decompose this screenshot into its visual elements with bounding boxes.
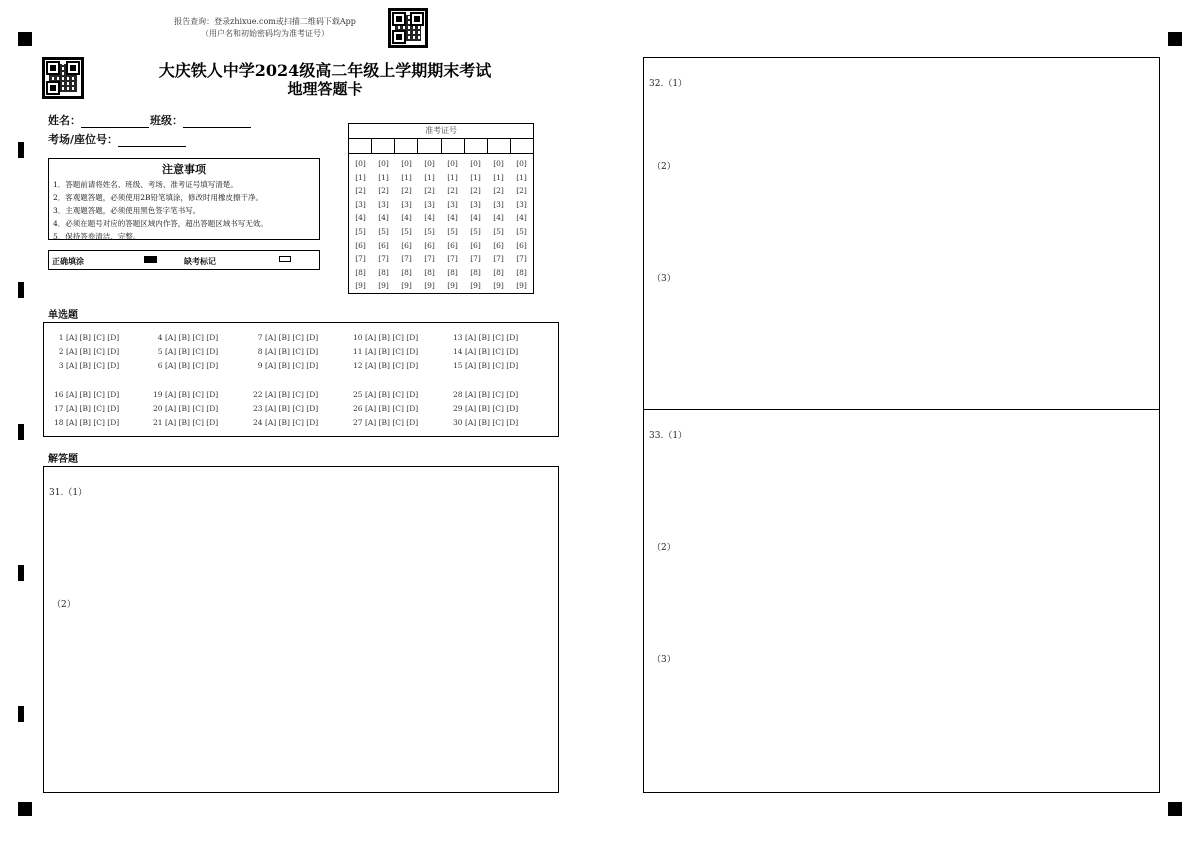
class-label: 班级： [150, 114, 183, 127]
digit-bubble[interactable]: [3] [424, 199, 435, 209]
mcq-option-bubbles[interactable]: [A] [B] [C] [D] [264, 418, 319, 427]
notice-item: 5．保持答卷清洁、完整。 [53, 232, 141, 241]
digit-bubble[interactable]: [5] [516, 226, 527, 236]
mcq-question-4[interactable] [153, 333, 218, 342]
digit-bubble[interactable]: [9] [493, 281, 504, 291]
digit-bubble[interactable]: [4] [355, 213, 366, 223]
mcq-question-3[interactable] [54, 361, 119, 370]
name-line[interactable] [81, 115, 149, 128]
mcq-option-bubbles[interactable]: [A] [B] [C] [D] [264, 333, 319, 342]
digit-bubble[interactable]: [2] [470, 186, 481, 196]
mcq-question-number: 25 [353, 390, 365, 399]
class-field[interactable] [150, 112, 251, 128]
digit-bubble[interactable]: [7] [401, 254, 412, 264]
mcq-option-bubbles[interactable]: [A] [B] [C] [D] [65, 347, 120, 356]
digit-bubble[interactable]: [8] [447, 267, 458, 277]
mcq-option-bubbles[interactable]: [A] [B] [C] [D] [364, 390, 419, 399]
corner-mark-bottom-right [1168, 802, 1182, 816]
mcq-option-bubbles[interactable]: [A] [B] [C] [D] [264, 390, 319, 399]
digit-bubble[interactable]: [2] [516, 186, 527, 196]
mcq-question-number: 20 [153, 404, 165, 413]
mcq-option-bubbles[interactable]: [A] [B] [C] [D] [464, 390, 519, 399]
mcq-question-number: 15 [453, 361, 465, 370]
mcq-option-bubbles[interactable]: [A] [B] [C] [D] [364, 404, 419, 413]
mcq-option-bubbles[interactable]: [A] [B] [C] [D] [364, 333, 419, 342]
digit-bubble[interactable]: [7] [447, 254, 458, 264]
digit-bubble[interactable]: [6] [424, 240, 435, 250]
mcq-question-1[interactable] [54, 333, 119, 342]
mcq-option-bubbles[interactable]: [A] [B] [C] [D] [264, 404, 319, 413]
digit-bubble[interactable]: [7] [470, 254, 481, 264]
mcq-question-number: 16 [54, 390, 66, 399]
digit-bubble[interactable]: [9] [470, 281, 481, 291]
subject-title: 地理答题卡 [287, 80, 363, 98]
mcq-question-19[interactable] [153, 390, 218, 399]
mcq-question-number: 6 [153, 361, 165, 370]
mcq-question-9[interactable] [253, 361, 318, 370]
digit-bubble[interactable]: [1] [493, 172, 504, 182]
mcq-question-number: 26 [353, 404, 365, 413]
side-mark [18, 706, 24, 722]
digit-bubble[interactable]: [3] [470, 199, 481, 209]
mcq-question-11[interactable] [353, 347, 418, 356]
mcq-option-bubbles[interactable]: [A] [B] [C] [D] [264, 361, 319, 370]
exam-number-column[interactable] [418, 157, 441, 293]
digit-bubble[interactable]: [0] [401, 159, 412, 168]
exam-number-column[interactable] [487, 157, 510, 293]
room-seat-label: 考场/座位号： [48, 133, 119, 146]
mcq-question-29[interactable] [453, 404, 518, 413]
digit-bubble[interactable]: [5] [378, 226, 389, 236]
digit-bubble[interactable]: [2] [401, 186, 412, 196]
corner-mark-top-left [18, 32, 32, 46]
mcq-question-13[interactable] [453, 333, 518, 342]
mcq-question-number: 29 [453, 404, 465, 413]
student-qr-code-icon [42, 57, 84, 99]
mcq-question-number: 7 [253, 333, 265, 342]
report-instructions [160, 16, 370, 40]
mcq-question-8[interactable] [253, 347, 318, 356]
mcq-question-number: 5 [153, 347, 165, 356]
mcq-question-14[interactable] [453, 347, 518, 356]
report-line-1: 报告查询：登录zhixue.com或扫描二维码下载App [174, 17, 356, 26]
side-mark [18, 142, 24, 158]
notice-item: 3．主观题答题，必须使用黑色签字笔书写。 [53, 206, 201, 215]
exam-number-column[interactable] [464, 157, 487, 293]
digit-bubble[interactable]: [3] [516, 199, 527, 209]
mcq-option-bubbles[interactable]: [A] [B] [C] [D] [65, 390, 120, 399]
absent-checkbox[interactable] [279, 256, 291, 262]
digit-bubble[interactable]: [3] [378, 199, 389, 209]
mcq-option-bubbles[interactable]: [A] [B] [C] [D] [164, 347, 219, 356]
digit-bubble[interactable]: [0] [355, 159, 366, 168]
mcq-option-bubbles[interactable]: [A] [B] [C] [D] [364, 361, 419, 370]
mcq-question-number: 19 [153, 390, 165, 399]
mcq-option-bubbles[interactable]: [A] [B] [C] [D] [164, 361, 219, 370]
digit-bubble[interactable]: [9] [401, 281, 412, 291]
mcq-question-10[interactable] [353, 333, 418, 342]
answer-area-q33[interactable] [643, 409, 1160, 793]
mcq-option-bubbles[interactable]: [A] [B] [C] [D] [364, 347, 419, 356]
mcq-question-number: 23 [253, 404, 265, 413]
mcq-option-bubbles[interactable]: [A] [B] [C] [D] [65, 404, 120, 413]
digit-bubble[interactable]: [4] [424, 213, 435, 223]
mcq-question-20[interactable] [153, 404, 218, 413]
digit-bubble[interactable]: [1] [516, 172, 527, 182]
room-seat-field[interactable] [48, 131, 186, 147]
exam-number-column[interactable] [349, 157, 372, 293]
digit-bubble[interactable]: [7] [516, 254, 527, 264]
digit-bubble[interactable]: [5] [493, 226, 504, 236]
mcq-option-bubbles[interactable]: [A] [B] [C] [D] [464, 418, 519, 427]
digit-bubble[interactable]: [4] [447, 213, 458, 223]
digit-bubble[interactable]: [2] [355, 186, 366, 196]
digit-bubble[interactable]: [2] [424, 186, 435, 196]
report-line-2: （用户名和初始密码均为准考证号） [201, 29, 329, 38]
mcq-question-number: 9 [253, 361, 265, 370]
answer-area-q31[interactable] [43, 466, 559, 793]
digit-bubble[interactable]: [2] [493, 186, 504, 196]
digit-bubble[interactable]: [4] [493, 213, 504, 223]
digit-bubble[interactable]: [0] [516, 159, 527, 168]
mcq-question-number: 8 [253, 347, 265, 356]
digit-bubble[interactable]: [9] [424, 281, 435, 291]
mcq-question-number: 2 [54, 347, 66, 356]
notice-item: 4．必须在题号对应的答题区域内作答，超出答题区域书写无效。 [53, 219, 268, 228]
mcq-question-18[interactable] [54, 418, 119, 427]
digit-bubble[interactable]: [1] [355, 172, 366, 182]
mcq-option-bubbles[interactable]: [A] [B] [C] [D] [464, 347, 519, 356]
exam-number-column[interactable] [441, 157, 464, 293]
digit-bubble[interactable]: [1] [470, 172, 481, 182]
digit-bubble[interactable]: [5] [424, 226, 435, 236]
notice-item: 1．答题前请将姓名、班级、考场、准考证号填写清楚。 [53, 180, 238, 189]
mcq-question-number: 17 [54, 404, 66, 413]
exam-number-heading: 准考证号 [349, 124, 533, 139]
mcq-question-17[interactable] [54, 404, 119, 413]
digit-bubble[interactable]: [7] [424, 254, 435, 264]
digit-bubble[interactable]: [0] [470, 159, 481, 168]
mcq-question-2[interactable] [54, 347, 119, 356]
mcq-question-number: 11 [353, 347, 365, 356]
side-mark [18, 424, 24, 440]
digit-bubble[interactable]: [6] [470, 240, 481, 250]
mcq-question-30[interactable] [453, 418, 518, 427]
q31-part1-label: 31.（1） [49, 488, 88, 498]
digit-bubble[interactable]: [9] [447, 281, 458, 291]
digit-bubble[interactable]: [4] [470, 213, 481, 223]
notice-box [48, 158, 320, 240]
mcq-option-bubbles[interactable]: [A] [B] [C] [D] [164, 418, 219, 427]
mcq-question-5[interactable] [153, 347, 218, 356]
mcq-option-bubbles[interactable]: [A] [B] [C] [D] [264, 347, 319, 356]
mcq-question-number: 27 [353, 418, 365, 427]
digit-bubble[interactable]: [6] [447, 240, 458, 250]
mcq-question-27[interactable] [353, 418, 418, 427]
digit-bubble[interactable]: [5] [401, 226, 412, 236]
digit-bubble[interactable]: [2] [447, 186, 458, 196]
digit-bubble[interactable]: [0] [447, 159, 458, 168]
digit-bubble[interactable]: [7] [355, 254, 366, 264]
digit-bubble[interactable]: [1] [424, 172, 435, 182]
digit-bubble[interactable]: [1] [447, 172, 458, 182]
digit-bubble[interactable]: [5] [470, 226, 481, 236]
mcq-question-number: 18 [54, 418, 66, 427]
exam-number-column[interactable] [395, 157, 418, 293]
digit-bubble[interactable]: [1] [401, 172, 412, 182]
notice-item: 2．客观题答题，必须使用2B铅笔填涂，修改时用橡皮擦干净。 [53, 193, 264, 202]
mcq-question-number: 30 [453, 418, 465, 427]
mcq-question-24[interactable] [253, 418, 318, 427]
digit-bubble[interactable]: [6] [355, 240, 366, 250]
mcq-answer-box[interactable] [43, 322, 559, 437]
q32-part1-label: 32.（1） [649, 79, 688, 89]
name-field[interactable] [48, 112, 149, 128]
mcq-question-number: 21 [153, 418, 165, 427]
digit-bubble[interactable]: [3] [447, 199, 458, 209]
mcq-option-bubbles[interactable]: [A] [B] [C] [D] [164, 390, 219, 399]
digit-bubble[interactable]: [8] [378, 267, 389, 277]
mcq-question-number: 1 [54, 333, 66, 342]
mcq-question-7[interactable] [253, 333, 318, 342]
side-mark [18, 282, 24, 298]
digit-bubble[interactable]: [4] [401, 213, 412, 223]
digit-bubble[interactable]: [8] [355, 267, 366, 277]
digit-bubble[interactable]: [5] [447, 226, 458, 236]
digit-bubble[interactable]: [7] [378, 254, 389, 264]
q32-part2-label: （2） [652, 162, 676, 172]
mcq-question-number: 10 [353, 333, 365, 342]
mcq-option-bubbles[interactable]: [A] [B] [C] [D] [464, 333, 519, 342]
mcq-question-12[interactable] [353, 361, 418, 370]
mcq-question-28[interactable] [453, 390, 518, 399]
corner-mark-bottom-left [18, 802, 32, 816]
answer-area-q32[interactable] [643, 57, 1160, 410]
mcq-question-number: 22 [253, 390, 265, 399]
mcq-option-bubbles[interactable]: [A] [B] [C] [D] [164, 333, 219, 342]
mcq-question-number: 14 [453, 347, 465, 356]
free-response-heading: 解答题 [48, 454, 78, 465]
mcq-option-bubbles[interactable]: [A] [B] [C] [D] [65, 333, 120, 342]
mcq-question-number: 4 [153, 333, 165, 342]
mcq-question-16[interactable] [54, 390, 119, 399]
digit-bubble[interactable]: [8] [401, 267, 412, 277]
digit-bubble[interactable]: [8] [470, 267, 481, 277]
mcq-heading: 单选题 [48, 310, 78, 321]
class-line[interactable] [183, 115, 251, 128]
mcq-question-number: 24 [253, 418, 265, 427]
digit-bubble[interactable]: [3] [401, 199, 412, 209]
digit-bubble[interactable]: [4] [516, 213, 527, 223]
exam-number-grid [348, 123, 534, 294]
digit-bubble[interactable]: [6] [493, 240, 504, 250]
notice-heading: 注意事项 [162, 163, 206, 176]
digit-bubble[interactable]: [2] [378, 186, 389, 196]
mcq-option-bubbles[interactable]: [A] [B] [C] [D] [65, 418, 120, 427]
mcq-question-number: 3 [54, 361, 66, 370]
digit-bubble[interactable]: [9] [516, 281, 527, 291]
exam-number-write-row[interactable] [349, 139, 533, 154]
digit-bubble[interactable]: [9] [378, 281, 389, 291]
absent-mark-label: 缺考标记 [184, 257, 216, 266]
digit-bubble[interactable]: [0] [493, 159, 504, 168]
mcq-option-bubbles[interactable]: [A] [B] [C] [D] [464, 404, 519, 413]
digit-bubble[interactable]: [7] [493, 254, 504, 264]
q33-part1-label: 33.（1） [649, 431, 688, 441]
mcq-question-23[interactable] [253, 404, 318, 413]
digit-bubble[interactable]: [9] [355, 281, 366, 291]
mcq-question-6[interactable] [153, 361, 218, 370]
digit-bubble[interactable]: [6] [516, 240, 527, 250]
name-label: 姓名： [48, 114, 81, 127]
mcq-question-22[interactable] [253, 390, 318, 399]
digit-bubble[interactable]: [8] [424, 267, 435, 277]
mcq-question-number: 12 [353, 361, 365, 370]
exam-number-bubbles[interactable] [349, 154, 533, 293]
mcq-question-15[interactable] [453, 361, 518, 370]
room-seat-line[interactable] [118, 134, 186, 147]
mcq-question-21[interactable] [153, 418, 218, 427]
mcq-option-bubbles[interactable]: [A] [B] [C] [D] [364, 418, 419, 427]
digit-bubble[interactable]: [1] [378, 172, 389, 182]
mcq-question-26[interactable] [353, 404, 418, 413]
digit-bubble[interactable]: [3] [355, 199, 366, 209]
app-qr-code-icon[interactable] [388, 8, 428, 48]
filled-box-icon [144, 256, 157, 263]
exam-number-column[interactable] [510, 157, 533, 293]
mcq-question-25[interactable] [353, 390, 418, 399]
exam-title: 大庆铁人中学2024级高二年级上学期期末考试 [158, 61, 492, 80]
q33-part2-label: （2） [652, 543, 676, 553]
digit-bubble[interactable]: [0] [378, 159, 389, 168]
q32-part3-label: （3） [652, 274, 676, 284]
mcq-option-bubbles[interactable]: [A] [B] [C] [D] [164, 404, 219, 413]
corner-mark-top-right [1168, 32, 1182, 46]
mcq-option-bubbles[interactable]: [A] [B] [C] [D] [464, 361, 519, 370]
side-mark [18, 565, 24, 581]
correct-fill-label: 正确填涂 [52, 257, 84, 266]
q33-part3-label: （3） [652, 655, 676, 665]
mcq-question-number: 28 [453, 390, 465, 399]
digit-bubble[interactable]: [8] [516, 267, 527, 277]
digit-bubble[interactable]: [3] [493, 199, 504, 209]
mcq-question-number: 13 [453, 333, 465, 342]
fill-legend [48, 250, 320, 270]
digit-bubble[interactable]: [6] [401, 240, 412, 250]
digit-bubble[interactable]: [4] [378, 213, 389, 223]
digit-bubble[interactable]: [6] [378, 240, 389, 250]
digit-bubble[interactable]: [5] [355, 226, 366, 236]
exam-number-column[interactable] [372, 157, 395, 293]
digit-bubble[interactable]: [8] [493, 267, 504, 277]
q31-part2-label: （2） [52, 600, 76, 610]
digit-bubble[interactable]: [0] [424, 159, 435, 168]
mcq-option-bubbles[interactable]: [A] [B] [C] [D] [65, 361, 120, 370]
